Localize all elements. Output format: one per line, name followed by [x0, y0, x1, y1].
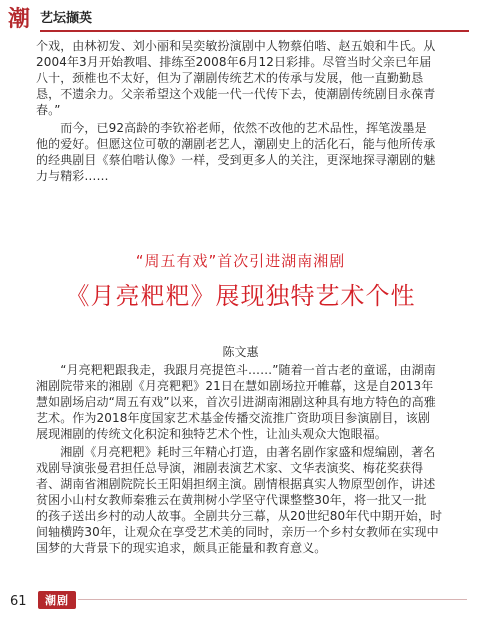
- footer-divider: [78, 599, 467, 600]
- text-line: 国梦的大背景下的现实追求，颇具正能量和教育意义。: [36, 541, 327, 555]
- text-line: 力与精彩……: [36, 169, 109, 183]
- article-subtitle: “周五有戏”首次引进湖南湘剧: [135, 252, 346, 270]
- body-paragraph-1: [36, 362, 448, 442]
- body-paragraph-2: [36, 444, 448, 556]
- article-author: 陈文惠: [222, 345, 259, 359]
- text-line: 2004年3月开始教唱、排练至2008年6月12日彩排。尽管当时父亲已年届: [36, 55, 432, 69]
- text-line: 湘剧《月亮粑粑》耗时三年精心打造，由著名剧作家盛和煜编剧，著名: [36, 445, 436, 459]
- page-number: 61: [10, 594, 27, 609]
- tribute-paragraph: [36, 120, 448, 184]
- text-line: “月亮粑粑跟我走，我跟月亮提笆斗……”随着一首古老的童谣，由湖南: [36, 363, 436, 377]
- header-divider: [40, 30, 469, 32]
- section-title: 艺坛撷英: [40, 11, 93, 26]
- text-line: 而今，已92高龄的李钦裕老师，依然不改他的艺术品性，挥笔泼墨是: [36, 121, 427, 135]
- text-line: 贫困小山村女教师秦雅云在黄荆树小学坚守代课整整30年，将一批又一批: [36, 493, 427, 507]
- footer-logo-icon: 潮剧: [38, 591, 76, 609]
- text-line: 艺术。作为2018年度国家艺术基金传播交流推广资助项目参演剧目，该剧: [36, 411, 430, 425]
- article-title: 《月亮粑粑》展现独特艺术个性: [65, 282, 416, 310]
- text-line: 的孩子送出乡村的动人故事。全剧共分三幕，从20世纪80年代中期开始，时: [36, 509, 443, 523]
- text-line: 慧如剧场启动“周五有戏”以来，首次引进湖南湘剧这种具有地方特色的高雅: [36, 395, 436, 409]
- text-line: 湘剧院带来的湘剧《月亮粑粑》21日在慧如剧场拉开帷幕，这是自2013年: [36, 379, 434, 393]
- magazine-logo-icon: 潮: [7, 5, 30, 32]
- text-line: 春。”: [36, 103, 61, 117]
- text-line: 展现湘剧的传统文化积淀和独特艺术个性，让汕头观众大饱眼福。: [36, 427, 387, 441]
- text-line: 者、湖南省湘剧院院长王阳娟担纲主演。剧情根据真实人物原型创作，讲述: [36, 477, 436, 491]
- text-line: 他的爱好。但愿这位可敬的潮剧老艺人，潮剧史上的活化石，能与他所传承: [36, 137, 436, 151]
- intro-paragraph: [36, 38, 448, 118]
- text-line: 八十，颈椎也不太好，但为了潮剧传统艺术的传承与发展，他一直勤勤恳: [36, 71, 424, 85]
- text-line: 恳，不遗余力。父亲希望这个戏能一代一代传下去，使潮剧传统剧目永葆青: [36, 87, 436, 101]
- text-line: 个戏，由林初发、刘小丽和吴奕敏扮演剧中人物蔡伯喈、赵五娘和牛氏。从: [36, 39, 436, 53]
- text-line: 的经典剧目《蔡伯喈认像》一样，受到更多人的关注，更深地探寻潮剧的魅: [36, 153, 436, 167]
- text-line: 间轴横跨30年，让观众在享受艺术美的同时，亲历一个乡村女教师在实现中: [36, 525, 439, 539]
- text-line: 戏剧导演张曼君担任总导演，湘剧表演艺术家、文华表演奖、梅花奖获得: [36, 461, 424, 475]
